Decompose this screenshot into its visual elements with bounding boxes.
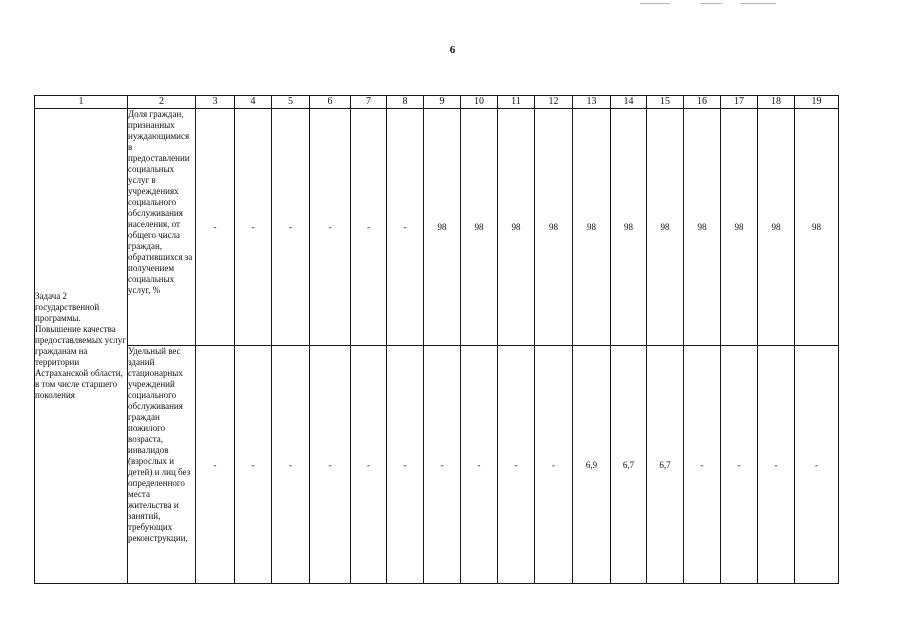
value-cell: 98: [795, 109, 839, 346]
value-cell: 98: [573, 109, 611, 346]
table-row: [35, 109, 839, 346]
column-number: 2: [128, 96, 196, 109]
column-number: 4: [235, 96, 272, 109]
value-cell: 98: [461, 109, 498, 346]
value-cell: 98: [684, 109, 721, 346]
table-row: [35, 346, 839, 584]
indicator-name: Доля граждан, признанных нуждающимися в предоставлении социальных услуг в учреждениях социального обслуживания населения, от общего числа граждан, обратившихся за получением социальных услуг, %: [128, 109, 196, 346]
column-number: 11: [498, 96, 535, 109]
page-number: 6: [449, 44, 456, 56]
column-number: 14: [611, 96, 647, 109]
task-description: Задача 2 государственной программы. Повышение качества предоставляемых услуг гражданам на территории Астраханской области, в том числе старшего поколения: [35, 109, 128, 584]
column-number: 19: [795, 96, 839, 109]
value-cell: 6,7: [647, 346, 684, 584]
value-cell: -: [310, 346, 351, 584]
value-cell: -: [387, 109, 424, 346]
value-cell: -: [387, 346, 424, 584]
scan-artifact: [700, 3, 722, 4]
column-number: 15: [647, 96, 684, 109]
column-number: 9: [424, 96, 461, 109]
column-number: 13: [573, 96, 611, 109]
value-cell: -: [498, 346, 535, 584]
scan-artifact: [640, 3, 670, 4]
column-number: 17: [721, 96, 758, 109]
value-cell: -: [721, 346, 758, 584]
value-cell: -: [535, 346, 573, 584]
indicators-table: [34, 95, 839, 584]
value-cell: -: [424, 346, 461, 584]
column-number: 8: [387, 96, 424, 109]
scan-artifact: [740, 3, 776, 4]
value-cell: -: [196, 346, 235, 584]
value-cell: 98: [611, 109, 647, 346]
column-number: 16: [684, 96, 721, 109]
value-cell: -: [461, 346, 498, 584]
value-cell: -: [272, 109, 310, 346]
column-number: 1: [35, 96, 128, 109]
indicator-name: Удельный вес зданий стационарных учреждений социального обслуживания граждан пожилого возраста, инвалидов (взрослых и детей) и лиц без определенного места жительства и занятий, требующих реконструкции,: [128, 346, 196, 584]
value-cell: -: [351, 346, 387, 584]
value-cell: 98: [758, 109, 795, 346]
column-number: 18: [758, 96, 795, 109]
column-number: 5: [272, 96, 310, 109]
value-cell: -: [235, 346, 272, 584]
value-cell: -: [351, 109, 387, 346]
value-cell: -: [196, 109, 235, 346]
value-cell: 6,9: [573, 346, 611, 584]
column-number-row: [35, 96, 839, 109]
value-cell: 6,7: [611, 346, 647, 584]
value-cell: 98: [535, 109, 573, 346]
value-cell: -: [310, 109, 351, 346]
value-cell: -: [684, 346, 721, 584]
value-cell: 98: [498, 109, 535, 346]
value-cell: -: [235, 109, 272, 346]
value-cell: -: [795, 346, 839, 584]
value-cell: -: [758, 346, 795, 584]
column-number: 10: [461, 96, 498, 109]
value-cell: 98: [721, 109, 758, 346]
column-number: 6: [310, 96, 351, 109]
value-cell: -: [272, 346, 310, 584]
column-number: 3: [196, 96, 235, 109]
column-number: 7: [351, 96, 387, 109]
column-number: 12: [535, 96, 573, 109]
value-cell: 98: [647, 109, 684, 346]
value-cell: 98: [424, 109, 461, 346]
